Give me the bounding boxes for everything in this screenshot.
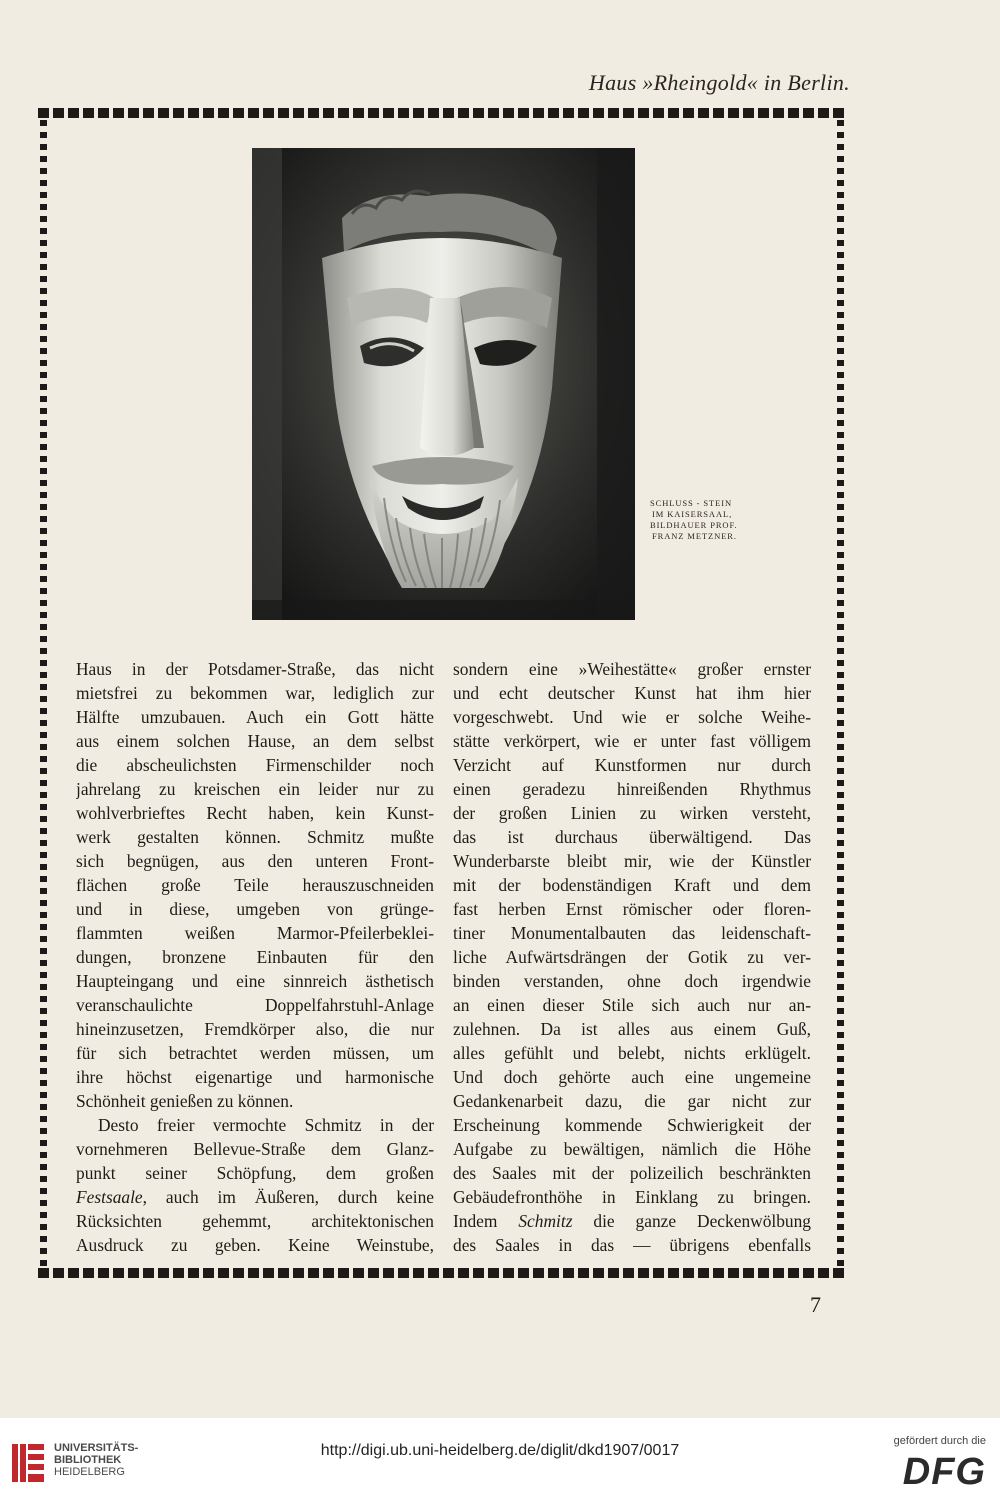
text-line: binden verstanden, ohne doch irgendwie <box>453 971 811 991</box>
text-line: stätte verkörpert, wie er unter fast völligem <box>453 731 811 751</box>
text-line: alles gefühlt und belebt, nichts erklügelt. <box>453 1043 811 1063</box>
text-line: mietsfrei zu bekommen war, lediglich zur <box>76 683 434 703</box>
text-line: Hälfte umzubauen. Auch ein Gott hätte <box>76 707 434 727</box>
text-line: des Saales mit der polizeilich beschränkten <box>453 1163 811 1183</box>
text-line: des Saales in das — übrigens ebenfalls <box>453 1235 811 1255</box>
text-line: flächen große Teile herauszuschneiden <box>76 875 434 895</box>
text-line: Wunderbarste bleibt mir, wie der Künstler <box>453 851 811 871</box>
text-line: tiner Monumentalbauten das leidenschaft- <box>453 923 811 943</box>
text-fragment: die ganze Deckenwölbung <box>572 1211 811 1231</box>
text-line: der großen Linien zu wirken versteht, <box>453 803 811 823</box>
text-line: und in diese, umgeben von grünge- <box>76 899 434 919</box>
text-line: für sich betrachtet werden müssen, um <box>76 1043 434 1063</box>
dfg-logo: DFG <box>902 1451 986 1493</box>
text-line: ihre höchst eigenartige und harmonische <box>76 1067 434 1087</box>
text-fragment: Indem <box>453 1211 519 1231</box>
text-line: werk gestalten können. Schmitz mußte <box>76 827 434 847</box>
text-line: wohlverbrieftes Recht haben, kein Kunst- <box>76 803 434 823</box>
italic-term: Festsaale <box>76 1187 143 1207</box>
ornament-border-top <box>38 108 844 118</box>
caption-line: IM KAISERSAAL, <box>652 509 733 519</box>
caption-line: BILDHAUER PROF. <box>650 520 738 530</box>
text-line: vornehmeren Bellevue-Straße dem Glanz- <box>76 1139 434 1159</box>
text-line: die abscheulichsten Firmenschilder noch <box>76 755 434 775</box>
text-line: und echt deutscher Kunst hat ihm hier <box>453 683 811 703</box>
text-line: Ausdruck zu geben. Keine Weinstube, <box>76 1235 434 1255</box>
figure-caption <box>648 498 768 542</box>
page-number: 7 <box>810 1292 821 1317</box>
text-line: punkt seiner Schöpfung, dem großen <box>76 1163 434 1183</box>
text-column-left <box>76 657 434 1257</box>
funding-note: gefördert durch die <box>893 1435 986 1447</box>
text-fragment: , auch im Äußeren, durch keine <box>142 1187 434 1207</box>
text-line: veranschaulichte Doppelfahrstuhl-Anlage <box>76 995 434 1015</box>
text-line: Haus in der Potsdamer-Straße, das nicht <box>76 659 434 679</box>
text-line <box>453 1209 811 1233</box>
ornament-border-bottom <box>38 1268 844 1278</box>
text-column-right <box>453 657 811 1257</box>
viewer-footer <box>0 1418 1000 1499</box>
library-name-line: UNIVERSITÄTS- <box>54 1442 139 1454</box>
text-line: mit der bodenständigen Kraft und dem <box>453 875 811 895</box>
text-line <box>76 1185 434 1209</box>
text-line: Aufgabe zu bewältigen, nämlich die Höhe <box>453 1139 811 1159</box>
caption-line: FRANZ METZNER. <box>652 531 737 541</box>
text-line: Gedankenarbeit dazu, die gar nicht zur <box>453 1091 811 1111</box>
text-line: Gebäudefronthöhe in Einklang zu bringen. <box>453 1187 811 1207</box>
text-line: Und doch gehörte auch eine ungemeine <box>453 1067 811 1087</box>
text-line: Verzicht auf Kunstformen nur durch <box>453 755 811 775</box>
text-line: an einen dieser Stile sich auch nur an- <box>453 995 811 1015</box>
text-line: hineinzusetzen, Fremdkörper also, die nur <box>76 1019 434 1039</box>
caption-line: SCHLUSS - STEIN <box>650 498 732 508</box>
text-line: fast herben Ernst römischer oder floren- <box>453 899 811 919</box>
text-line: dungen, bronzene Einbauten für den <box>76 947 434 967</box>
text-line: sondern eine »Weihestätte« großer ernster <box>453 659 811 679</box>
permalink-url[interactable]: http://digi.ub.uni-heidelberg.de/diglit/dkd1907/0017 <box>320 1442 680 1459</box>
text-line: das ist durchaus überwältigend. Das <box>453 827 811 847</box>
text-line: Schönheit genießen zu können. <box>76 1091 294 1111</box>
running-title: Haus »Rheingold« in Berlin. <box>588 70 850 95</box>
ornament-border-right <box>837 108 844 1278</box>
library-name-line: BIBLIOTHEK <box>54 1454 122 1466</box>
sculpture-head-illustration <box>252 148 635 620</box>
text-line: aus einem solchen Hause, an dem selbst <box>76 731 434 751</box>
library-name-line: HEIDELBERG <box>54 1466 125 1478</box>
ornament-border-left <box>40 108 47 1278</box>
italic-term: Schmitz <box>518 1211 573 1231</box>
text-line: vorgeschwebt. Und wie er solche Weihe- <box>453 707 811 727</box>
text-line: flammten weißen Marmor-Pfeilerbeklei- <box>76 923 434 943</box>
text-line: Desto freier vermochte Schmitz in der <box>98 1115 434 1135</box>
keystone-sculpture-photo <box>252 148 635 620</box>
text-line: Haupteingang und eine sinnreich ästhetisch <box>76 971 434 991</box>
text-line: einen geradezu hinreißenden Rhythmus <box>453 779 811 799</box>
text-line: liche Aufwärtsdrängen der Gotik zu ver- <box>453 947 811 967</box>
text-line: sich begnügen, aus den unteren Front- <box>76 851 434 871</box>
text-line: Rücksichten gehemmt, architektonischen <box>76 1211 434 1231</box>
text-line: Erscheinung kommende Schwierigkeit der <box>453 1115 811 1135</box>
text-line: zulehnen. Da ist alles aus einem Guß, <box>453 1019 811 1039</box>
text-line: jahrelang zu kreischen ein leider nur zu <box>76 779 434 799</box>
